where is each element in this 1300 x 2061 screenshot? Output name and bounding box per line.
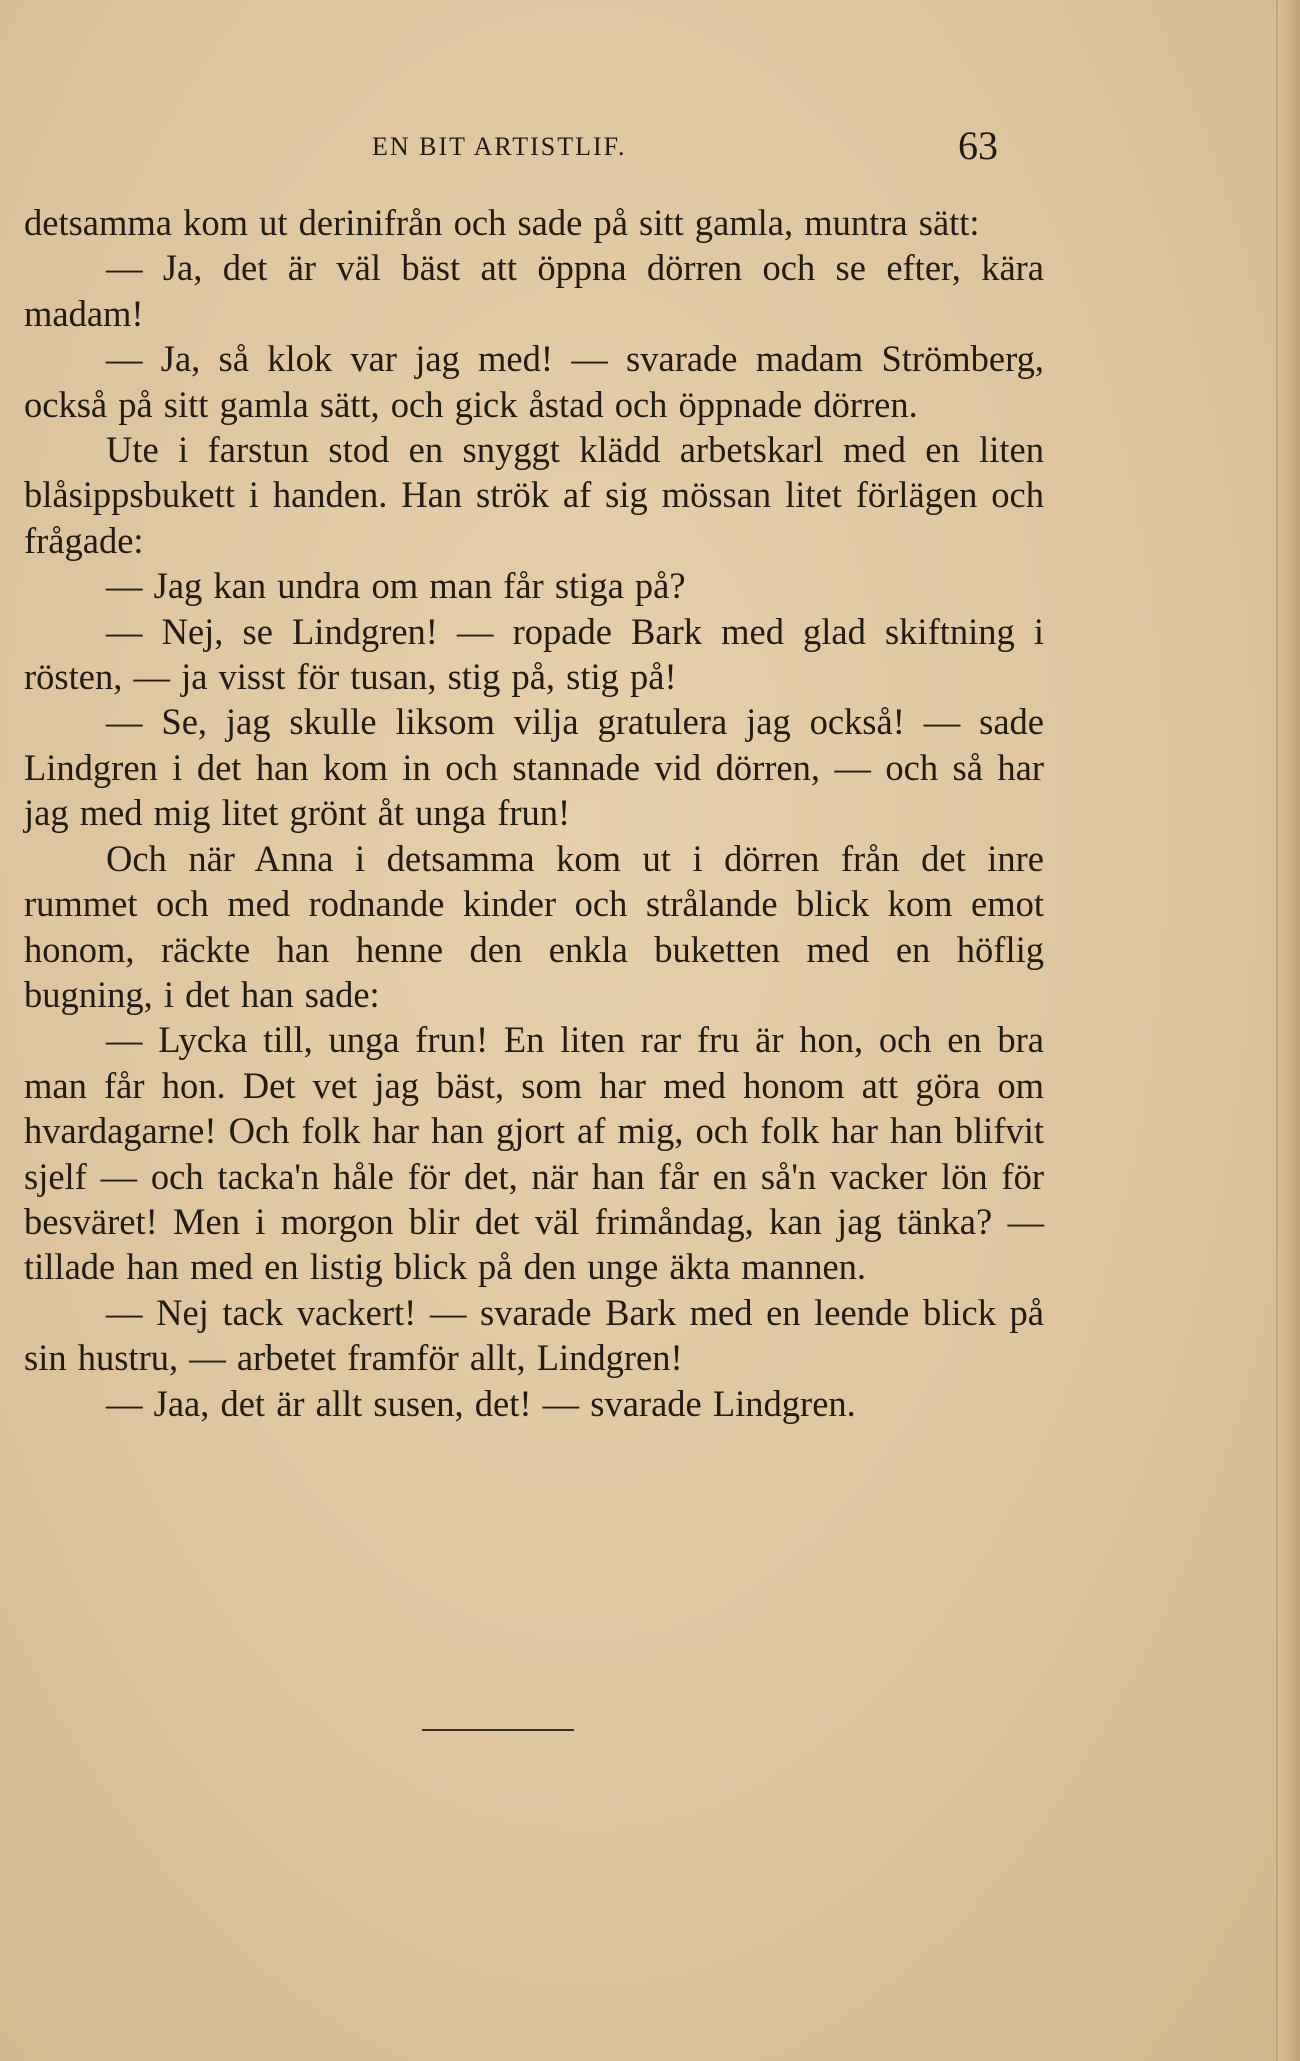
running-head: EN BIT ARTISTLIF. <box>372 132 627 161</box>
body-text <box>24 200 1044 1426</box>
section-end-rule <box>422 1729 574 1731</box>
paragraph: Och när Anna i detsamma kom ut i dörren från det inre rummet och med rodnande kinder och strålande blick kom emot honom, räckte han henne den enkla buketten med en höflig bugning, i det han sade: <box>24 837 1044 1015</box>
paragraph: — Nej, se Lindgren! — ropade Bark med glad skiftning i rösten, — ja visst för tusan, stig på, stig på! <box>24 610 1044 698</box>
paragraph: detsamma kom ut derinifrån och sade på sitt gamla, muntra sätt: <box>24 202 980 243</box>
paragraph: Ute i farstun stod en snyggt klädd arbetskarl med en liten blåsippsbukett i handen. Han strök af sig mössan litet förlägen och frågade: <box>24 429 1044 561</box>
paragraph: — Jaa, det är allt susen, det! — svarade Lindgren. <box>106 1382 856 1424</box>
paragraph: — Lycka till, unga frun! En liten rar fru är hon, och en bra man får hon. Det vet jag bäst, som har med honom att göra om hvardagarne! Och folk har han gjort af mig, och folk har han blifvit sjelf — och tacka'n håle för det, när han får en så'n vacker lön för besväret! Men i morgon blir det väl frimåndag, kan jag tänka? — tillade han med en listig blick på den unge äkta mannen. <box>24 1019 1044 1288</box>
paragraph: — Nej tack vackert! — svarade Bark med en leende blick på sin hustru, — arbetet framför allt, Lindgren! <box>24 1291 1044 1379</box>
paragraph: — Jag kan undra om man får stiga på? <box>106 565 686 607</box>
page-number: 63 <box>958 123 998 168</box>
page-header <box>0 122 1300 172</box>
page-edge <box>1276 0 1300 2061</box>
paragraph: — Se, jag skulle liksom vilja gratulera jag också! — sade Lindgren i det han kom in och stannade vid dörren, — och så har jag med mig litet grönt åt unga frun! <box>24 701 1044 834</box>
paragraph: — Ja, så klok var jag med! — svarade madam Strömberg, också på sitt gamla sätt, och gick åstad och öppnade dörren. <box>24 338 1044 425</box>
paragraph: — Ja, det är väl bäst att öppna dörren och se efter, kära madam! <box>24 247 1044 334</box>
